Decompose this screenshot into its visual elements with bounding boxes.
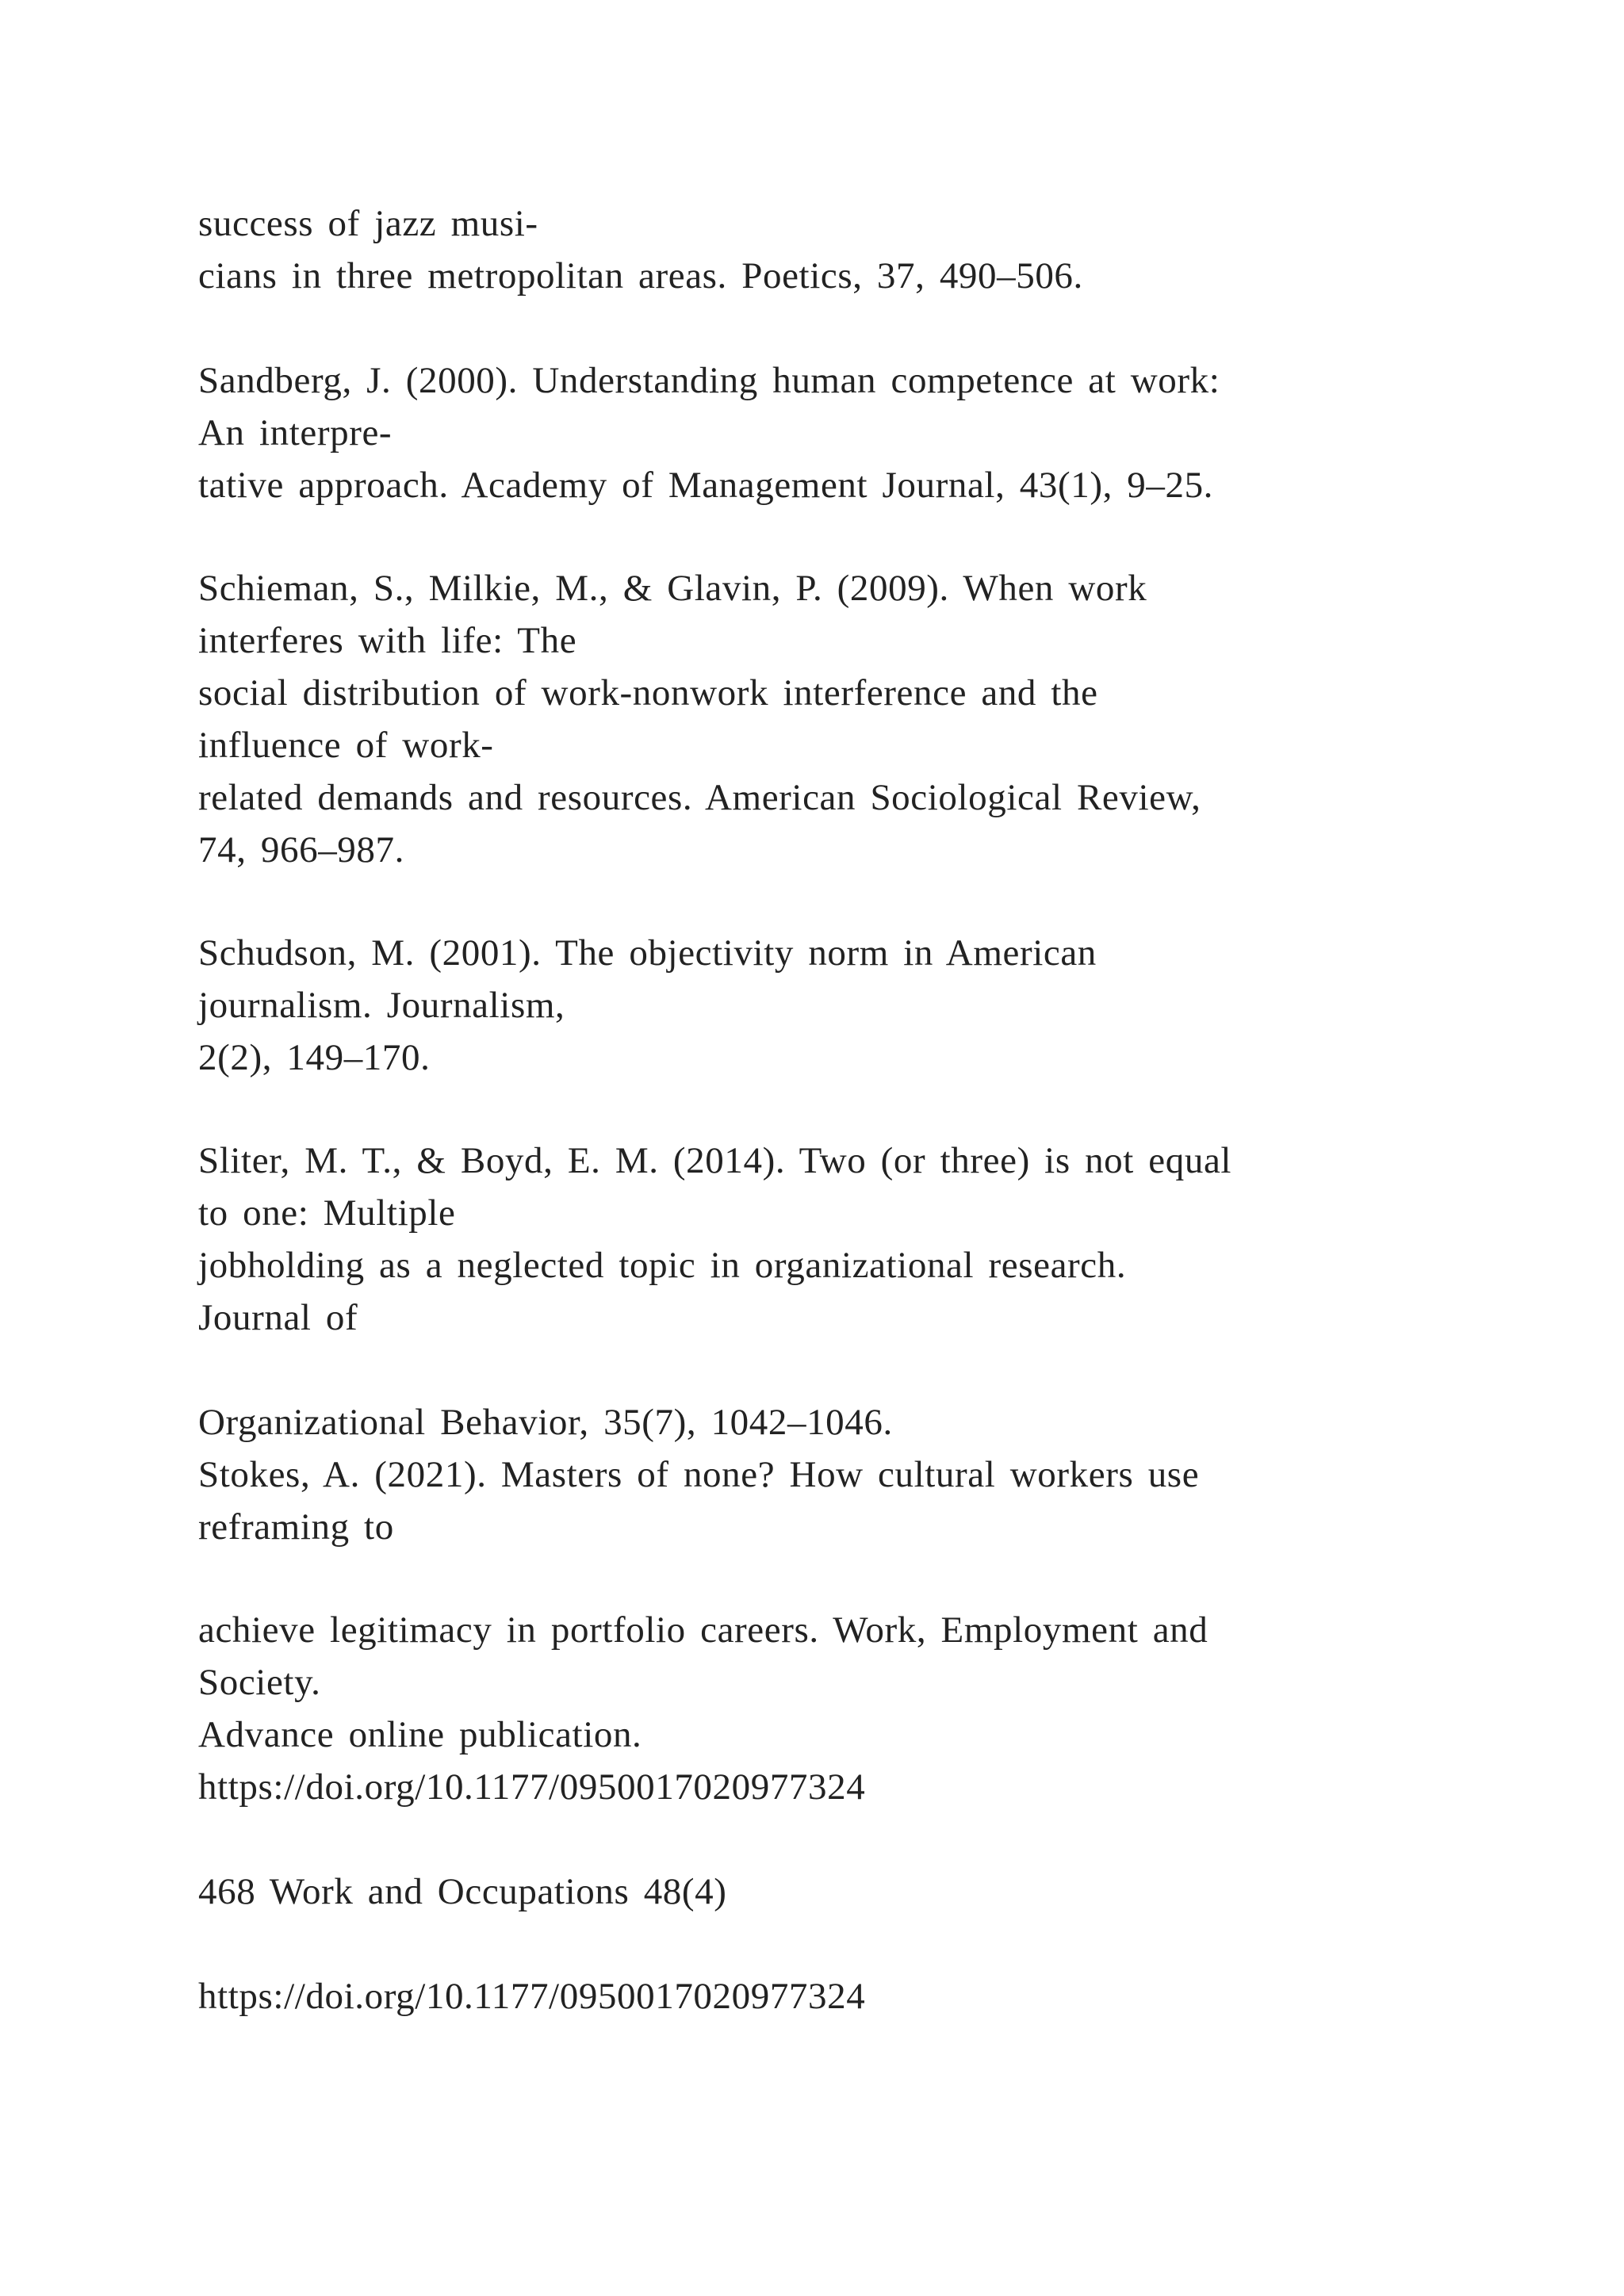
text-line: reframing to [198, 1506, 394, 1548]
text-line: 2(2), 149–170. [198, 1037, 431, 1078]
doi-link[interactable]: https://doi.org/10.1177/0950017020977324 [198, 1766, 866, 1808]
text-line: An interpre- [198, 412, 393, 453]
text-line: jobholding as a neglected topic in organizational research. [198, 1245, 1127, 1286]
text-line: to one: Multiple [198, 1192, 456, 1234]
text-line: success of jazz musi- [198, 203, 538, 244]
text-line: Organizational Behavior, 35(7), 1042–1046. [198, 1402, 893, 1443]
text-line: Sliter, M. T., & Boyd, E. M. (2014). Two (or three) is not equal [198, 1140, 1232, 1181]
text-line: cians in three metropolitan areas. Poetics, 37, 490–506. [198, 255, 1083, 297]
text-line: Advance online publication. [198, 1714, 642, 1755]
text-line: influence of work- [198, 725, 494, 766]
text-line: Stokes, A. (2021). Masters of none? How cultural workers use [198, 1454, 1200, 1495]
text-line: Schieman, S., Milkie, M., & Glavin, P. (2009). When work [198, 568, 1147, 609]
text-line: journalism. Journalism, [198, 985, 565, 1026]
doi-link[interactable]: https://doi.org/10.1177/0950017020977324 [198, 1976, 866, 2017]
text-line: achieve legitimacy in portfolio careers. Work, Employment and [198, 1609, 1208, 1651]
text-line: interferes with life: The [198, 620, 577, 661]
running-footer: 468 Work and Occupations 48(4) [198, 1871, 727, 1912]
text-line: Society. [198, 1662, 321, 1703]
text-line: related demands and resources. American Sociological Review, [198, 777, 1201, 818]
text-line: Journal of [198, 1297, 358, 1338]
text-line: Sandberg, J. (2000). Understanding human competence at work: [198, 360, 1220, 401]
text-line: Schudson, M. (2001). The objectivity norm in American [198, 932, 1097, 974]
text-line: social distribution of work-nonwork interference and the [198, 672, 1098, 714]
text-line: tative approach. Academy of Management Journal, 43(1), 9–25. [198, 465, 1214, 506]
text-line: 74, 966–987. [198, 829, 404, 871]
